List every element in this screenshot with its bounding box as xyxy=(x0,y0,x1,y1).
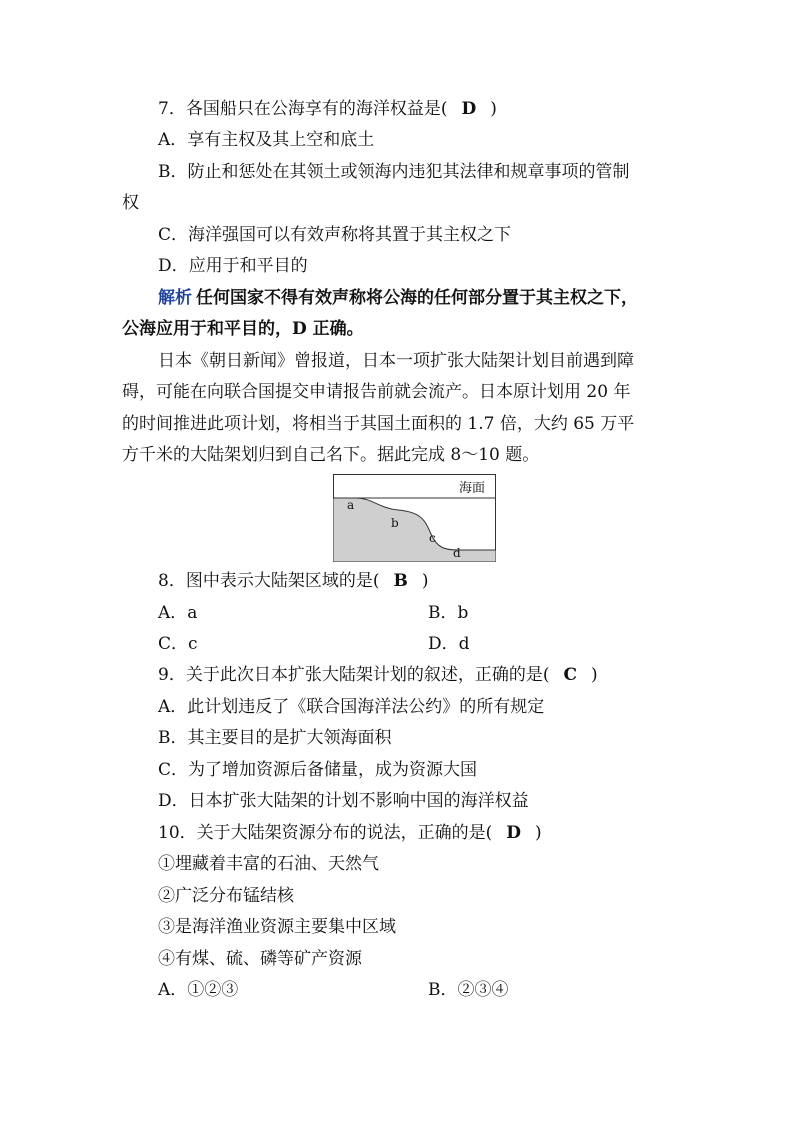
point-a-label: a xyxy=(347,498,355,512)
q8-close: ) xyxy=(421,571,429,591)
material-line4: 方千米的大陆架划归到自己名下。据此完成 8～10 题。 xyxy=(122,445,540,465)
material-line2: 碍，可能在向联合国提交申请报告前就会流产。日本原计划用 20 年 xyxy=(122,382,631,402)
q9-answer: C xyxy=(563,665,577,685)
point-c-label: c xyxy=(429,531,436,545)
q8-answer: B xyxy=(393,571,408,591)
q10-answer: D xyxy=(506,823,522,843)
q10-close: ) xyxy=(535,823,542,843)
material-line3: 的时间推进此项计划，将相当于其国土面积的 1.7 倍，大约 65 万平 xyxy=(122,414,635,434)
q10-option-b: B．②③④ xyxy=(428,980,509,1000)
q8-option-c: C．c xyxy=(158,634,198,654)
q9-option-d: D．日本扩张大陆架的计划不影响中国的海洋权益 xyxy=(158,791,529,811)
q8-option-b: B．b xyxy=(428,603,469,623)
q7-stem-line xyxy=(158,99,497,119)
q9-option-a: A．此计划违反了《联合国海洋法公约》的所有规定 xyxy=(158,697,545,717)
q7-option-b-line2: 权 xyxy=(122,193,139,213)
q8-option-d: D．d xyxy=(428,634,470,654)
continental-shelf-diagram xyxy=(333,474,496,562)
material-line1: 日本《朝日新闻》曾报道，日本一项扩张大陆架计划目前遇到障 xyxy=(158,351,634,371)
q7-analysis-text1: 任何国家不得有效声称将公海的任何部分置于其主权之下， xyxy=(196,288,638,308)
q8-option-a: A．a xyxy=(158,603,198,623)
q10-item-2: ②广泛分布锰结核 xyxy=(158,886,294,906)
q8-stem-line xyxy=(158,571,428,591)
q8-stem: 8．图中表示大陆架区域的是( xyxy=(158,571,380,591)
q9-option-c: C．为了增加资源后备储量，成为资源大国 xyxy=(158,760,478,780)
point-b-label: b xyxy=(391,516,399,530)
sea-surface-label: 海面 xyxy=(459,481,486,496)
q9-option-b: B．其主要目的是扩大领海面积 xyxy=(158,728,392,748)
q7-analysis-line1 xyxy=(158,288,638,308)
q7-analysis-line2: 公海应用于和平目的，D 正确。 xyxy=(122,319,364,339)
q9-stem: 9．关于此次日本扩张大陆架计划的叙述，正确的是( xyxy=(158,665,550,685)
q10-stem: 10．关于大陆架资源分布的说法，正确的是( xyxy=(158,823,493,843)
analysis-label: 解析 xyxy=(158,288,192,308)
q10-item-3: ③是海洋渔业资源主要集中区域 xyxy=(158,917,396,937)
q10-item-1: ①埋藏着丰富的石油、天然气 xyxy=(158,854,379,874)
q7-stem: 7．各国船只在公海享有的海洋权益是( xyxy=(158,99,448,119)
q7-close: ) xyxy=(490,99,497,119)
q10-option-a: A．①②③ xyxy=(158,980,239,1000)
q9-close: ) xyxy=(590,665,598,685)
q10-stem-line xyxy=(158,823,542,843)
q7-answer: D xyxy=(461,99,477,119)
q7-option-a: A．享有主权及其上空和底土 xyxy=(158,130,375,150)
q7-option-b-line1: B．防止和惩处在其领土或领海内违犯其法律和规章事项的管制 xyxy=(158,162,630,182)
q10-item-4: ④有煤、硫、磷等矿产资源 xyxy=(158,949,362,969)
seabed-profile-svg xyxy=(333,474,496,562)
q7-option-c: C．海洋强国可以有效声称将其置于其主权之下 xyxy=(158,225,512,245)
q7-option-d: D．应用于和平目的 xyxy=(158,256,308,276)
point-d-label: d xyxy=(453,546,461,560)
q9-stem-line xyxy=(158,665,598,685)
